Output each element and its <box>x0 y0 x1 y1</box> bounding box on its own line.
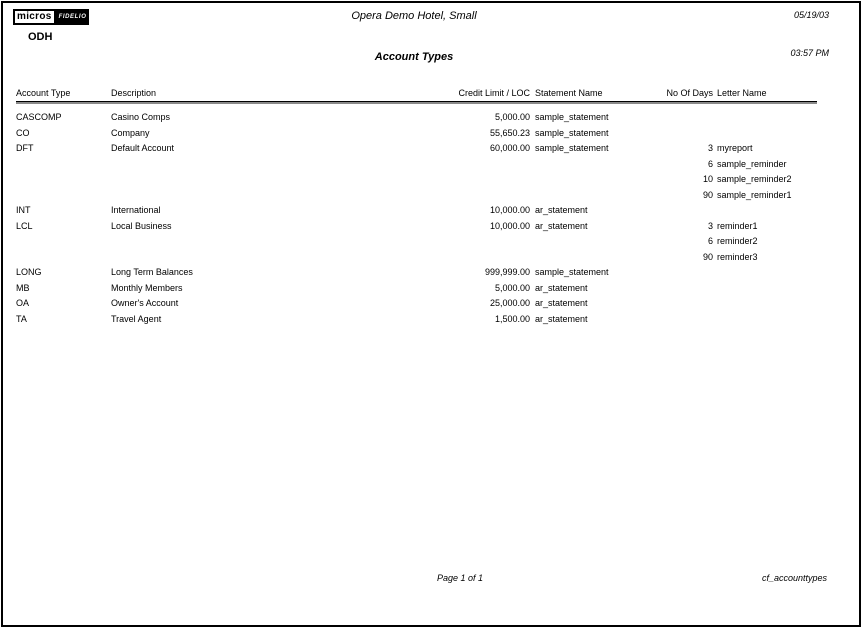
fidelio-logo-text: FIDELIO <box>56 9 90 25</box>
report-date: 05/19/03 <box>793 10 829 20</box>
page-number: Page 1 of 1 <box>437 573 484 583</box>
cell-letter-name <box>713 265 817 281</box>
cell-description <box>111 234 441 250</box>
table-row <box>16 296 817 312</box>
account-line <box>16 219 817 235</box>
cell-description <box>111 188 441 204</box>
cell-letter-name <box>713 312 817 328</box>
cell-credit-limit: 10,000.00 <box>489 205 530 215</box>
cell-credit-limit <box>441 234 530 250</box>
cell-account-type <box>16 234 111 250</box>
column-header-account-type: Account Type <box>16 88 71 98</box>
cell-no-of-days <box>664 296 713 312</box>
cell-statement-name: ar_statement <box>535 282 588 293</box>
cell-credit-limit: 25,000.00 <box>489 298 530 308</box>
cell-statement-name: sample_statement <box>535 143 609 153</box>
cell-letter-name: reminder2 <box>717 236 758 246</box>
table-row <box>16 219 817 266</box>
cell-description: Travel Agent <box>111 313 162 324</box>
table-row <box>16 126 817 142</box>
cell-no-of-days <box>664 110 713 126</box>
cell-credit-limit <box>441 172 530 188</box>
cell-description: Owner's Account <box>111 298 179 308</box>
cell-credit-limit: 1,500.00 <box>494 313 530 324</box>
cell-letter-name <box>713 126 817 142</box>
report-page <box>1 1 861 627</box>
cell-account-type: MB <box>16 282 30 293</box>
reminder-line <box>16 234 817 250</box>
column-header-description: Description <box>111 88 157 98</box>
cell-description <box>111 250 441 266</box>
property-code: ODH <box>28 31 53 43</box>
account-line <box>16 110 817 126</box>
cell-statement-name <box>530 188 664 204</box>
cell-account-type <box>16 172 111 188</box>
cell-account-type: CASCOMP <box>16 112 62 122</box>
cell-statement-name: ar_statement <box>535 220 588 231</box>
cell-credit-limit: 60,000.00 <box>489 143 530 153</box>
table-row <box>16 281 817 297</box>
cell-statement-name <box>530 234 664 250</box>
cell-no-of-days: 90 <box>702 251 713 262</box>
table-row <box>16 265 817 281</box>
column-header-letter-name: Letter Name <box>717 88 767 98</box>
cell-credit-limit: 999,999.00 <box>484 267 530 277</box>
cell-no-of-days <box>664 203 713 219</box>
account-line <box>16 312 817 328</box>
micros-logo-text: micros <box>13 9 56 25</box>
cell-statement-name: ar_statement <box>535 205 588 215</box>
account-line <box>16 296 817 312</box>
cell-account-type: CO <box>16 127 30 138</box>
cell-description: Local Business <box>111 220 172 231</box>
account-line <box>16 265 817 281</box>
cell-description: Monthly Members <box>111 282 183 293</box>
cell-statement-name: ar_statement <box>535 313 588 324</box>
account-line <box>16 141 817 157</box>
column-header-credit-limit: Credit Limit / LOC <box>458 88 530 98</box>
cell-credit-limit: 5,000.00 <box>494 282 530 293</box>
cell-account-type: DFT <box>16 143 34 153</box>
cell-statement-name: sample_statement <box>535 127 609 138</box>
cell-account-type: OA <box>16 298 30 308</box>
cell-no-of-days: 10 <box>702 174 713 184</box>
table-row <box>16 141 817 203</box>
cell-letter-name <box>713 110 817 126</box>
cell-description: International <box>111 205 161 215</box>
report-file-name: cf_accounttypes <box>761 573 827 583</box>
cell-account-type: LCL <box>16 220 33 231</box>
cell-account-type <box>16 250 111 266</box>
account-types-table <box>16 87 817 327</box>
table-row <box>16 312 817 328</box>
cell-description <box>111 157 441 173</box>
cell-letter-name: reminder3 <box>717 251 758 262</box>
cell-no-of-days <box>664 126 713 142</box>
cell-statement-name <box>530 172 664 188</box>
account-line <box>16 203 817 219</box>
report-time: 03:57 PM <box>790 48 829 58</box>
cell-description: Default Account <box>111 143 175 153</box>
cell-no-of-days: 90 <box>702 189 713 200</box>
cell-letter-name: myreport <box>717 143 753 153</box>
cell-no-of-days: 3 <box>707 220 713 231</box>
cell-account-type: TA <box>16 313 27 324</box>
account-line <box>16 281 817 297</box>
cell-description: Long Term Balances <box>111 267 193 277</box>
report-title: Account Types <box>374 51 454 63</box>
cell-credit-limit: 10,000.00 <box>489 220 530 231</box>
cell-no-of-days: 6 <box>707 158 713 169</box>
column-header-no-of-days: No Of Days <box>666 88 713 98</box>
cell-statement-name: sample_statement <box>535 267 609 277</box>
account-line <box>16 126 817 142</box>
table-body <box>16 104 817 327</box>
cell-description: Casino Comps <box>111 112 171 122</box>
table-row <box>16 203 817 219</box>
cell-letter-name <box>713 281 817 297</box>
cell-no-of-days <box>664 265 713 281</box>
cell-statement-name: ar_statement <box>535 298 588 308</box>
cell-credit-limit <box>441 188 530 204</box>
cell-account-type <box>16 157 111 173</box>
reminder-line <box>16 250 817 266</box>
table-row <box>16 110 817 126</box>
cell-statement-name <box>530 157 664 173</box>
cell-letter-name <box>713 296 817 312</box>
cell-no-of-days <box>664 281 713 297</box>
cell-description <box>111 172 441 188</box>
cell-statement-name: sample_statement <box>535 112 609 122</box>
cell-letter-name: reminder1 <box>717 220 758 231</box>
cell-letter-name: sample_reminder <box>717 158 787 169</box>
cell-description: Company <box>111 127 150 138</box>
cell-letter-name <box>713 203 817 219</box>
cell-no-of-days: 6 <box>707 236 713 246</box>
cell-account-type <box>16 188 111 204</box>
cell-letter-name: sample_reminder1 <box>717 189 792 200</box>
cell-credit-limit <box>441 157 530 173</box>
cell-statement-name <box>530 250 664 266</box>
cell-no-of-days <box>664 312 713 328</box>
cell-account-type: LONG <box>16 267 42 277</box>
cell-credit-limit: 55,650.23 <box>489 127 530 138</box>
hotel-name: Opera Demo Hotel, Small <box>351 10 477 22</box>
cell-credit-limit <box>441 250 530 266</box>
cell-account-type: INT <box>16 205 31 215</box>
cell-credit-limit: 5,000.00 <box>494 112 530 122</box>
reminder-line <box>16 188 817 204</box>
column-header-statement-name: Statement Name <box>535 88 603 98</box>
reminder-line <box>16 157 817 173</box>
cell-no-of-days: 3 <box>707 143 713 153</box>
table-header-row <box>16 87 817 100</box>
cell-letter-name: sample_reminder2 <box>717 174 792 184</box>
reminder-line <box>16 172 817 188</box>
